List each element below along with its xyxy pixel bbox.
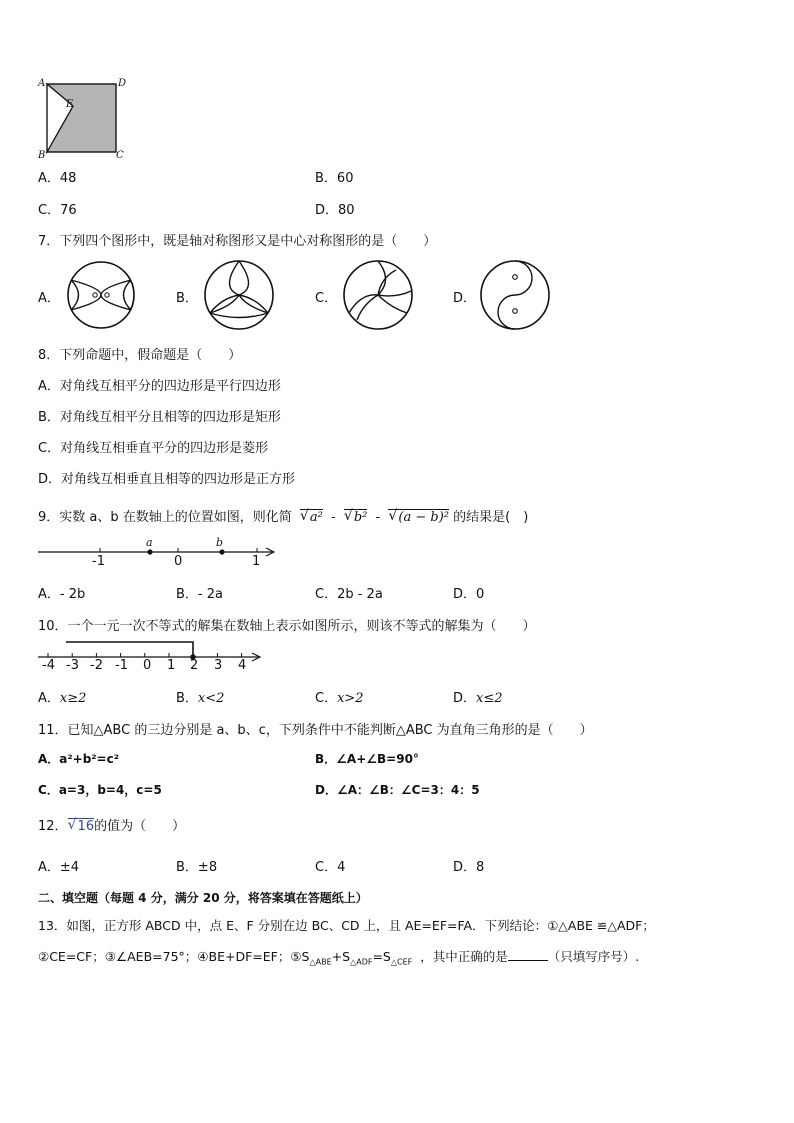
q10-stem: 10．一个一元一次不等式的解集在数轴上表示如图所示，则该不等式的解集为（ ）: [38, 619, 536, 634]
q10-option-c[interactable]: [315, 687, 364, 706]
tick-label: 4: [238, 658, 247, 673]
option-letter: C．: [315, 587, 338, 602]
option-text: 0: [476, 587, 485, 602]
figure-label-a: A: [38, 78, 46, 89]
section-heading: 二、填空题（每题 4 分，满分 20 分，将答案填在答题纸上）: [38, 891, 368, 905]
option-letter: C．: [315, 860, 338, 875]
tick-label: -2: [90, 658, 103, 673]
radical-sign: √: [343, 508, 353, 524]
tick-label: -1: [92, 554, 105, 569]
radicand: (a − b)²: [398, 510, 449, 525]
option-text: x≥2: [59, 691, 87, 706]
minus-sign: -: [331, 510, 336, 525]
q6-option-c[interactable]: [38, 199, 77, 218]
q9-option-d[interactable]: [453, 583, 484, 602]
option-letter: A．: [38, 171, 60, 186]
q12-option-d[interactable]: [453, 856, 484, 875]
q11-option-d[interactable]: [315, 781, 480, 798]
option-letter: D．: [315, 203, 339, 218]
tick-label: 3: [214, 658, 223, 673]
minus-sign: -: [375, 510, 381, 525]
figure-label-e: E: [66, 99, 74, 110]
q6-option-a[interactable]: [38, 167, 76, 186]
q11-option-b[interactable]: [315, 750, 419, 767]
option-letter: B．: [176, 691, 198, 706]
q9-number-line: [36, 534, 281, 570]
sqrt-a2: [300, 509, 323, 525]
sqrt-a-minus-b-2: [388, 509, 449, 525]
figure-label-c: C: [116, 150, 124, 161]
option-letter: D．: [315, 783, 337, 797]
q9-stem-text: 9．实数 a、b 在数轴上的位置如图，则化简: [38, 510, 292, 525]
q11-stem: 11．已知△ABC 的三边分别是 a、b、c，下列条件中不能判断△ABC 为直角三角形的是（ ）: [38, 723, 593, 738]
option-letter: A．: [38, 587, 60, 602]
tick-label: 0: [143, 658, 152, 673]
q9-option-a[interactable]: [38, 583, 85, 602]
q12-option-c[interactable]: [315, 856, 345, 875]
q9-stem-end: 的结果是( ): [453, 510, 529, 525]
q7-figure-c[interactable]: [341, 258, 415, 332]
q11-option-c[interactable]: [38, 781, 162, 798]
option-text: 48: [59, 171, 77, 186]
q11-option-a[interactable]: [38, 750, 119, 767]
q13-line2: [38, 947, 639, 967]
q8-option-c[interactable]: C．对角线互相垂直平分的四边形是菱形: [38, 441, 269, 456]
point-a-label: a: [146, 536, 153, 549]
option-letter: B．: [315, 171, 337, 186]
q12-option-b[interactable]: [176, 856, 217, 875]
tick-label: 0: [174, 554, 183, 569]
option-letter: D．: [453, 587, 477, 602]
figure-label-b: B: [38, 150, 46, 161]
option-text: 8: [476, 860, 485, 875]
point-b-label: b: [216, 536, 224, 549]
q10-option-d[interactable]: [453, 687, 503, 706]
option-text: ∠A+∠B=90°: [336, 752, 419, 766]
q8-option-d[interactable]: D．对角线互相垂直且相等的四边形是正方形: [38, 472, 296, 487]
q6-option-b[interactable]: [315, 167, 353, 186]
q7-label-c[interactable]: C．: [315, 291, 338, 306]
q7-figure-b[interactable]: [202, 258, 276, 332]
subscript: △CEF: [390, 957, 413, 967]
q9-option-b[interactable]: [176, 583, 223, 602]
q12-stem-end: 的值为（ ）: [94, 819, 186, 834]
q12-option-a[interactable]: [38, 856, 79, 875]
option-letter: D．: [453, 691, 477, 706]
q9-stem: [38, 506, 528, 525]
radicand: a²: [309, 510, 323, 525]
tick-label: 2: [190, 658, 199, 673]
q12-stem: [38, 815, 185, 834]
option-text: 4: [337, 860, 346, 875]
option-text: x>2: [337, 691, 364, 706]
q8-option-a[interactable]: A．对角线互相平分的四边形是平行四边形: [38, 379, 281, 394]
q7-figure-d[interactable]: [478, 258, 552, 332]
option-letter: A．: [38, 752, 60, 766]
option-letter: A．: [38, 691, 60, 706]
radical-sign: √: [299, 508, 309, 524]
q7-stem: 7．下列四个图形中，既是轴对称图形又是中心对称图形的是（ ）: [38, 234, 437, 249]
option-text: ±4: [59, 860, 80, 875]
figure-label-d: D: [118, 78, 127, 89]
option-letter: A．: [38, 860, 60, 875]
q7-figure-a[interactable]: [64, 258, 138, 332]
option-text: - 2a: [197, 587, 223, 602]
option-text: 2b - 2a: [337, 587, 383, 602]
subscript: △ADF: [350, 957, 373, 967]
option-text: x≤2: [476, 691, 503, 706]
option-letter: C．: [315, 691, 338, 706]
q8-stem: 8．下列命题中，假命题是（ ）: [38, 348, 242, 363]
tick-label: 1: [252, 554, 261, 569]
option-letter: B．: [176, 860, 198, 875]
option-text: - 2b: [59, 587, 86, 602]
q13-text: =S: [372, 949, 391, 964]
q13-text: ②CE=CF；③∠AEB=75°；④BE+DF=EF；⑤S: [38, 949, 310, 964]
option-text: 80: [338, 203, 355, 218]
sqrt-b2: [344, 509, 368, 525]
option-text: a=3，b=4，c=5: [58, 783, 162, 797]
option-text: ∠A：∠B：∠C=3：4：5: [336, 783, 480, 797]
q13-text: ，其中正确的是: [420, 949, 508, 964]
radicand: b²: [353, 510, 368, 525]
option-text: 60: [336, 171, 354, 186]
option-letter: C．: [38, 203, 61, 218]
q7-label-b[interactable]: B．: [176, 291, 198, 306]
q10-option-a[interactable]: [38, 687, 86, 706]
q8-option-b[interactable]: B．对角线互相平分且相等的四边形是矩形: [38, 410, 281, 425]
q6-option-d[interactable]: [315, 199, 355, 218]
radical-sign: √: [388, 508, 398, 524]
tick-label: -1: [115, 658, 128, 673]
tick-label: 1: [167, 658, 176, 673]
option-text: a²+b²=c²: [59, 752, 119, 766]
q7-label-a[interactable]: A．: [38, 291, 60, 306]
q13-text: +S: [331, 949, 351, 964]
option-text: ±8: [197, 860, 218, 875]
q10-option-b[interactable]: [176, 687, 224, 706]
radical-sign: √: [67, 817, 77, 833]
option-text: 76: [60, 203, 77, 218]
answer-blank[interactable]: [508, 950, 548, 961]
q13-text: （只填写序号）.: [547, 949, 640, 964]
option-letter: B．: [176, 587, 198, 602]
tick-label: -4: [42, 658, 55, 673]
option-letter: D．: [453, 860, 477, 875]
q7-label-d[interactable]: D．: [453, 291, 477, 306]
q12-number: 12．: [38, 819, 68, 834]
option-letter: B．: [315, 752, 337, 766]
tick-label: -3: [66, 658, 79, 673]
q13-line1: 13．如图，正方形 ABCD 中，点 E、F 分别在边 BC、CD 上，且 AE=EF=FA．下列结论：①△ABE ≌△ADF；: [38, 918, 655, 933]
option-letter: C．: [38, 783, 59, 797]
subscript: △ABE: [309, 957, 332, 967]
radicand: 16: [77, 819, 95, 834]
sqrt-16: [68, 818, 95, 834]
option-text: x<2: [197, 691, 225, 706]
q9-option-c[interactable]: [315, 583, 383, 602]
